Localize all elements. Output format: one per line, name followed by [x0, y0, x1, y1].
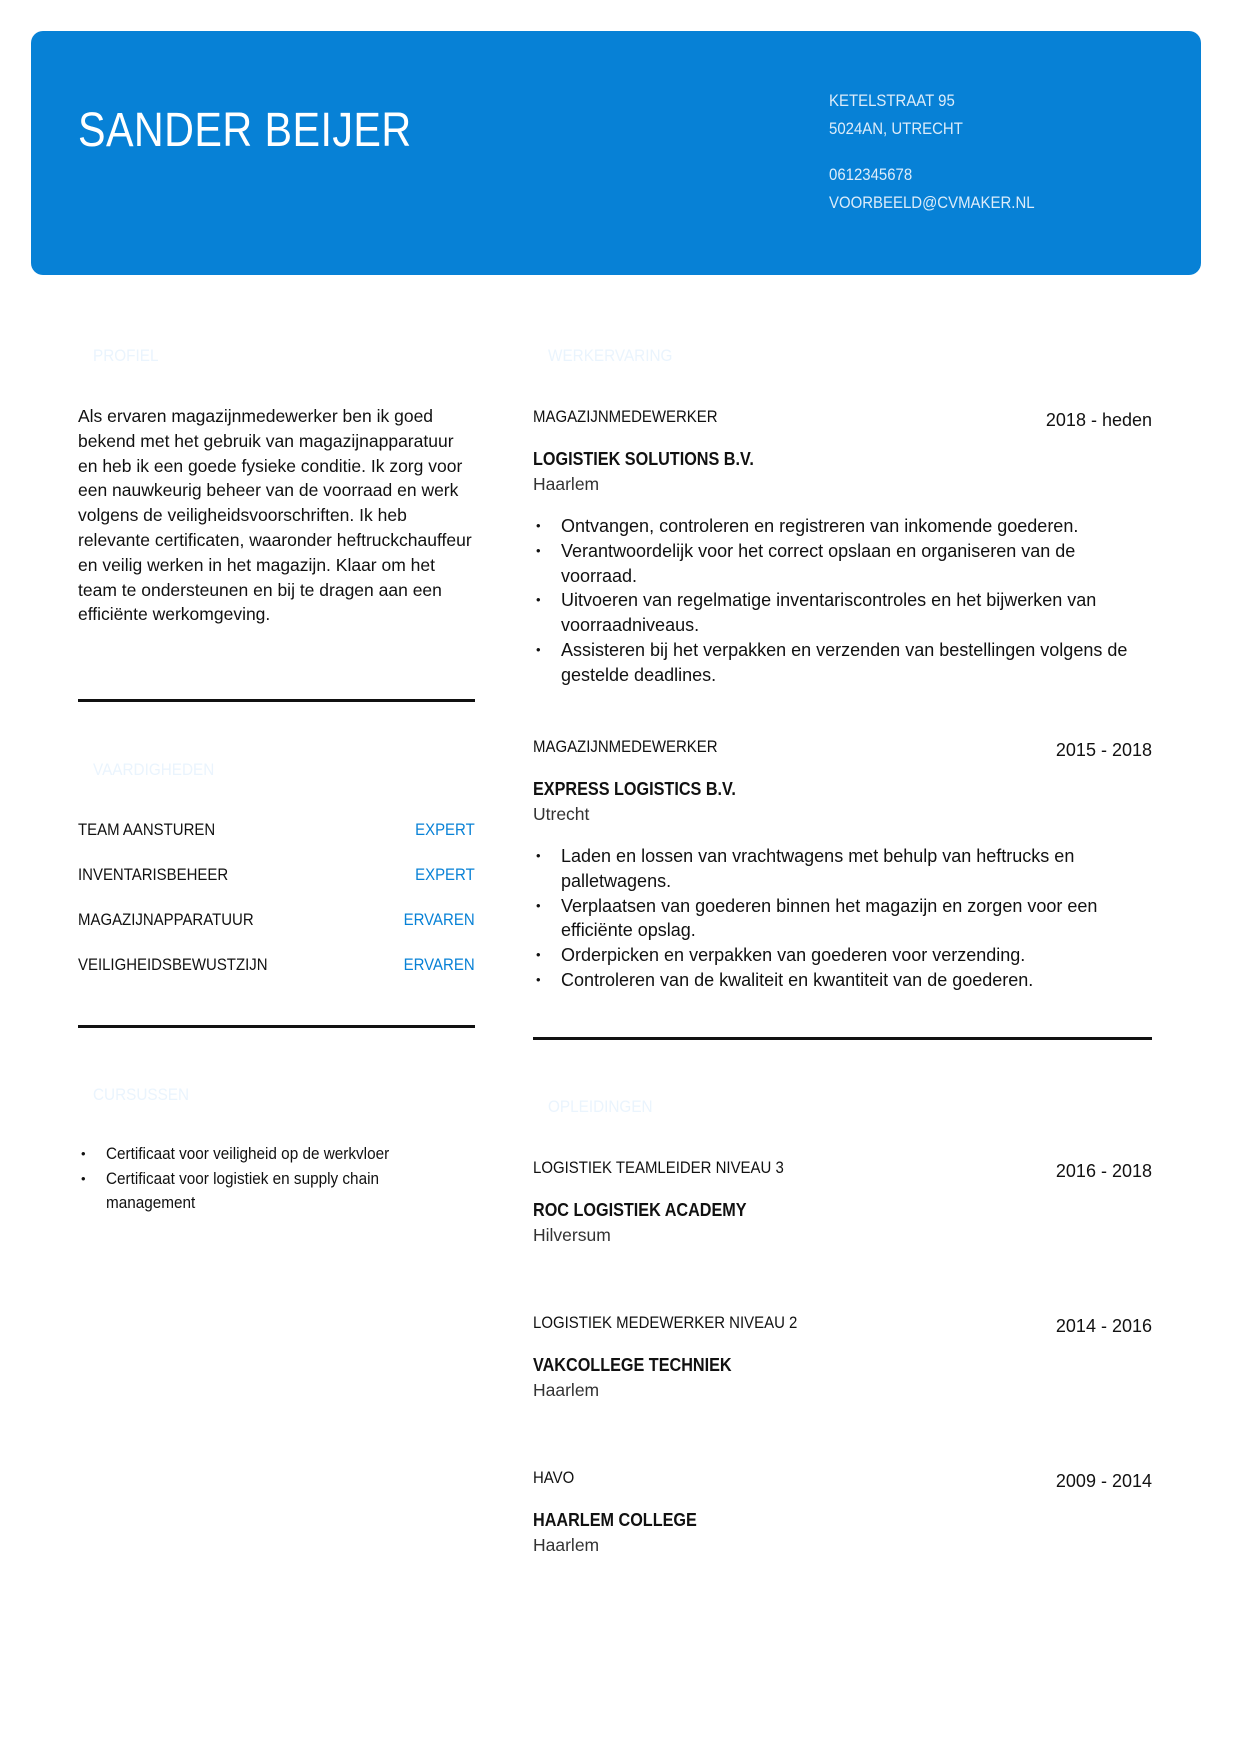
divider [78, 699, 475, 702]
contact-spacer [829, 143, 1035, 161]
job-bullet: • Assisteren bij het verpakken en verzenden van bestellingen volgens de gestelde deadlines. [533, 638, 1152, 688]
experience-heading-label: WERKERVARING [548, 346, 673, 365]
skill-row [78, 955, 475, 979]
degree-date: 2009 - 2014 [1055, 1471, 1152, 1491]
courses-list [78, 1142, 438, 1216]
school-name: ROC LOGISTIEK ACADEMY [533, 1200, 747, 1220]
contact-street: KETELSTRAAT 95 [829, 91, 955, 110]
degree-date: 2014 - 2016 [1055, 1316, 1152, 1336]
course-text: Certificaat voor logistiek en supply chain management [106, 1168, 379, 1212]
course-item [78, 1167, 438, 1216]
skill-level: EXPERT [415, 820, 475, 839]
section-heading-skills [74, 752, 246, 787]
job-bullet: • Laden en lossen van vrachtwagens met behulp van heftrucks en palletwagens. [533, 844, 1152, 894]
contact-email: VOORBEELD@CVMAKER.NL [829, 193, 1035, 212]
profile-heading-label: PROFIEL [93, 346, 159, 365]
school-name: HAARLEM COLLEGE [533, 1510, 697, 1530]
education-heading-label: OPLEIDINGEN [548, 1097, 653, 1116]
job-bullet: • Orderpicken en verpakken van goederen voor verzending. [533, 943, 1152, 968]
job-title: MAGAZIJNMEDEWERKER [533, 407, 718, 426]
job-bullets [533, 514, 1152, 688]
divider [78, 1025, 475, 1028]
section-heading-experience [529, 338, 704, 373]
contact-phone: 0612345678 [829, 165, 913, 184]
job-city: Utrecht [533, 804, 590, 824]
school-name: VAKCOLLEGE TECHNIEK [533, 1355, 732, 1375]
job-bullet: • Controleren van de kwaliteit en kwantiteit van de goederen. [533, 968, 1152, 993]
school-city: Haarlem [533, 1380, 600, 1400]
course-item [78, 1142, 438, 1167]
skill-name: INVENTARISBEHEER [78, 865, 229, 884]
candidate-name: SANDER BEIJER [78, 104, 412, 157]
job-city: Haarlem [533, 474, 600, 494]
skill-level: ERVAREN [404, 910, 475, 929]
job-company: EXPRESS LOGISTICS B.V. [533, 779, 736, 799]
skill-row [78, 910, 475, 934]
course-text: Certificaat voor veiligheid op de werkvloer [106, 1144, 390, 1163]
school-city: Haarlem [533, 1535, 600, 1555]
section-heading-education [529, 1089, 682, 1124]
skill-name: TEAM AANSTUREN [78, 820, 216, 839]
skill-level: EXPERT [415, 865, 475, 884]
skill-name: MAGAZIJNAPPARATUUR [78, 910, 254, 929]
contact-postal-city: 5024AN, UTRECHT [829, 119, 963, 138]
job-date: 2015 - 2018 [1055, 740, 1152, 760]
job-bullet: • Uitvoeren van regelmatige inventariscontroles en het bijwerken van voorraadniveaus. [533, 588, 1152, 638]
section-heading-profile [74, 338, 184, 373]
header-banner [31, 31, 1201, 275]
degree-title: LOGISTIEK MEDEWERKER NIVEAU 2 [533, 1313, 798, 1332]
section-heading-courses [74, 1077, 218, 1112]
skill-row [78, 820, 475, 844]
job-title: MAGAZIJNMEDEWERKER [533, 737, 718, 756]
skill-level: ERVAREN [404, 955, 475, 974]
job-bullets [533, 844, 1152, 993]
contact-block [829, 87, 1063, 217]
school-city: Hilversum [533, 1225, 611, 1245]
skill-name: VEILIGHEIDSBEWUSTZIJN [78, 955, 268, 974]
divider [533, 1037, 1152, 1040]
skills-heading-label: VAARDIGHEDEN [93, 760, 215, 779]
degree-title: LOGISTIEK TEAMLEIDER NIVEAU 3 [533, 1158, 784, 1177]
degree-title: HAVO [533, 1468, 575, 1487]
job-bullet: • Verplaatsen van goederen binnen het magazijn en zorgen voor een efficiënte opslag. [533, 894, 1152, 944]
job-bullet: • Verantwoordelijk voor het correct opslaan en organiseren van de voorraad. [533, 539, 1152, 589]
profile-text: Als ervaren magazijnmedewerker ben ik goed bekend met het gebruik van magazijnapparatuur en heb ik een goede fysieke conditie. Ik zorg voor een nauwkeurig beheer van de voorraad en werk volgens de veiligheidsvoorschriften. Ik heb relevante certificaten, waaronder heftruckchauffeur en veilig werken in het magazijn. Klaar om het team te ondersteunen en bij te dragen aan een efficiënte werkomgeving. [78, 406, 472, 625]
skill-row [78, 865, 475, 889]
degree-date: 2016 - 2018 [1055, 1161, 1152, 1181]
courses-heading-label: CURSUSSEN [93, 1085, 190, 1104]
job-date: 2018 - heden [1045, 410, 1152, 430]
profile-section [78, 404, 475, 627]
job-company: LOGISTIEK SOLUTIONS B.V. [533, 449, 754, 469]
job-bullet: • Ontvangen, controleren en registreren van inkomende goederen. [533, 514, 1152, 539]
